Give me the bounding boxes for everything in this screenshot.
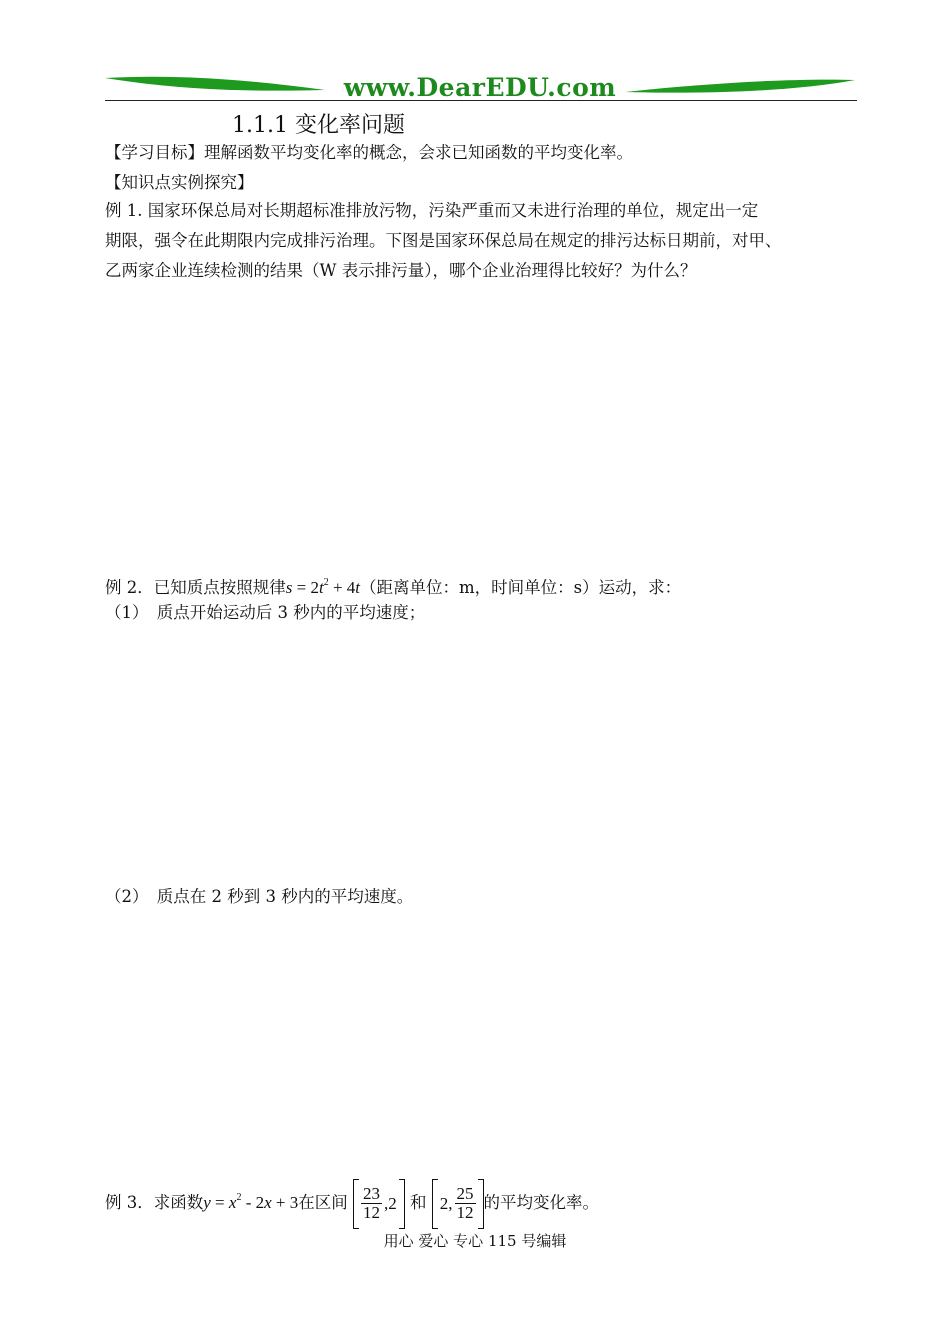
site-logo-text: www.DearEDU.com <box>343 73 617 102</box>
page-footer: 用心 爱心 专心 115 号编辑 <box>383 1232 567 1250</box>
example3-in-interval: 在区间 <box>298 1193 348 1212</box>
example1-line3: 乙两家企业连续检测的结果（W 表示排污量），哪个企业治理得比较好？为什么？ <box>105 261 697 280</box>
example2-formula: $s = 2t^2 + 4t$ <box>285 577 361 597</box>
example3-prefix: 例 3．求函数 <box>105 1193 204 1212</box>
interval-1: $\frac{23}{12}$ ,2 <box>353 1176 405 1232</box>
example3-suffix: 的平均变化率。 <box>483 1193 599 1212</box>
example2-part2: （2） 质点在 2 秒到 3 秒内的平均速度。 <box>105 887 414 906</box>
page-title: 1.1.1 变化率问题 <box>232 113 405 138</box>
example1-line1: 例 1. 国家环保总局对长期超标准排放污物，污染严重而又未进行治理的单位，规定出一定 <box>105 201 759 220</box>
interval-2: 2, $\frac{25}{12}$ <box>432 1176 484 1232</box>
example3-statement <box>105 1170 599 1232</box>
example1-line2: 期限，强令在此期限内完成排污治理。下图是国家环保总局在规定的排污达标日期前，对甲、 <box>105 231 782 250</box>
header-banner <box>100 70 860 110</box>
example2-statement <box>105 572 681 599</box>
example2-part1: （1） 质点开始运动后 3 秒内的平均速度； <box>105 603 426 622</box>
example2-prefix: 例 2．已知质点按照规律 <box>105 578 286 597</box>
learning-objective: 【学习目标】理解函数平均变化率的概念，会求已知函数的平均变化率。 <box>105 143 633 162</box>
example2-suffix: （距离单位：m，时间单位：s）运动，求： <box>360 578 682 597</box>
example3-function: $y = x^2 - 2x + 3$ <box>203 1192 299 1212</box>
section-heading: 【知识点实例探究】 <box>105 173 254 192</box>
header-rule <box>105 100 857 101</box>
example3-and: 和 <box>410 1193 427 1212</box>
